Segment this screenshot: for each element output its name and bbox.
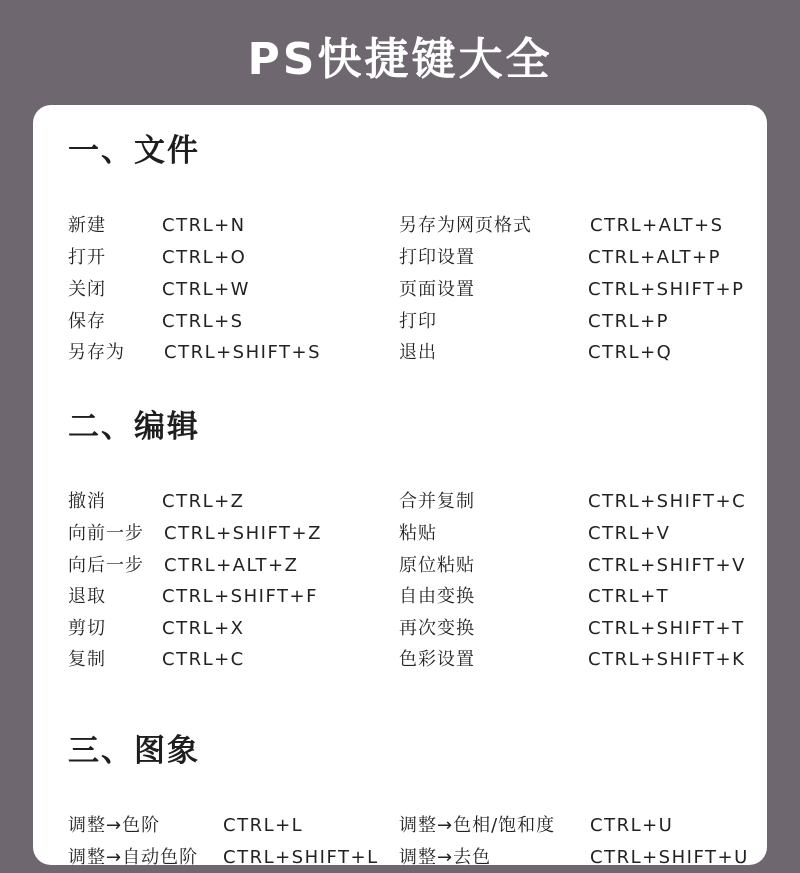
command-name: 新建 bbox=[68, 215, 106, 236]
command-name: 关闭 bbox=[68, 279, 106, 300]
shortcut-row bbox=[68, 338, 768, 368]
shortcut-key: CTRL+SHIFT+Z bbox=[164, 523, 322, 544]
command-name: 粘贴 bbox=[399, 523, 437, 544]
shortcut-row bbox=[68, 551, 768, 581]
section-heading: 一、文件 bbox=[68, 133, 200, 169]
shortcut-key: CTRL+SHIFT+T bbox=[588, 618, 745, 639]
shortcut-row bbox=[68, 275, 768, 305]
shortcut-key: CTRL+N bbox=[162, 215, 246, 236]
shortcut-key: CTRL+T bbox=[588, 586, 670, 607]
command-name: 剪切 bbox=[68, 618, 106, 639]
shortcut-key: CTRL+ALT+P bbox=[588, 247, 721, 268]
shortcut-row bbox=[68, 843, 768, 873]
shortcut-row bbox=[68, 582, 768, 612]
command-name: 原位粘贴 bbox=[399, 555, 475, 576]
command-name: 调整→去色 bbox=[399, 847, 492, 868]
shortcut-key: CTRL+SHIFT+V bbox=[588, 555, 746, 576]
shortcut-key: CTRL+L bbox=[223, 815, 304, 836]
shortcut-row bbox=[68, 811, 768, 841]
shortcut-key: CTRL+V bbox=[588, 523, 671, 544]
command-name: 色彩设置 bbox=[399, 649, 475, 670]
shortcut-row bbox=[68, 519, 768, 549]
command-name: 退取 bbox=[68, 586, 106, 607]
page-title: PS快捷键大全 bbox=[247, 34, 553, 85]
section-heading: 三、图象 bbox=[68, 733, 200, 769]
shortcut-key: CTRL+SHIFT+C bbox=[588, 491, 747, 512]
shortcut-key: CTRL+ALT+Z bbox=[164, 555, 299, 576]
shortcut-key: CTRL+Q bbox=[588, 342, 673, 363]
command-name: 撤消 bbox=[68, 491, 106, 512]
shortcut-key: CTRL+Z bbox=[162, 491, 245, 512]
command-name: 另存为网页格式 bbox=[399, 215, 532, 236]
shortcut-key: CTRL+SHIFT+S bbox=[164, 342, 321, 363]
shortcut-row bbox=[68, 645, 768, 675]
shortcut-key: CTRL+P bbox=[588, 311, 670, 332]
command-name: 调整→自动色阶 bbox=[68, 847, 199, 868]
shortcut-key: CTRL+W bbox=[162, 279, 250, 300]
command-name: 调整→色阶 bbox=[68, 815, 161, 836]
command-name: 另存为 bbox=[68, 342, 125, 363]
shortcut-key: CTRL+X bbox=[162, 618, 245, 639]
command-name: 保存 bbox=[68, 311, 106, 332]
shortcut-row bbox=[68, 614, 768, 644]
shortcut-key: CTRL+SHIFT+K bbox=[588, 649, 746, 670]
section-edit bbox=[68, 407, 768, 670]
command-name: 复制 bbox=[68, 649, 106, 670]
command-name: 打开 bbox=[68, 247, 106, 268]
section-heading: 二、编辑 bbox=[68, 409, 200, 445]
command-name: 页面设置 bbox=[399, 279, 475, 300]
command-name: 自由变换 bbox=[399, 586, 475, 607]
shortcut-key: CTRL+ALT+S bbox=[590, 215, 724, 236]
shortcut-key: CTRL+SHIFT+L bbox=[223, 847, 379, 868]
section-file bbox=[68, 131, 768, 363]
shortcut-key: CTRL+SHIFT+F bbox=[162, 586, 318, 607]
shortcut-key: CTRL+SHIFT+U bbox=[590, 847, 749, 868]
shortcut-row bbox=[68, 243, 768, 273]
section-image bbox=[68, 731, 768, 868]
shortcut-key: CTRL+O bbox=[162, 247, 247, 268]
command-name: 退出 bbox=[399, 342, 437, 363]
command-name: 再次变换 bbox=[399, 618, 475, 639]
command-name: 向前一步 bbox=[68, 523, 144, 544]
shortcut-key: CTRL+S bbox=[162, 311, 244, 332]
shortcut-row bbox=[68, 487, 768, 517]
command-name: 向后一步 bbox=[68, 555, 144, 576]
command-name: 打印 bbox=[399, 311, 437, 332]
shortcut-key: CTRL+SHIFT+P bbox=[588, 279, 745, 300]
command-name: 打印设置 bbox=[399, 247, 475, 268]
shortcut-key: CTRL+C bbox=[162, 649, 245, 670]
shortcut-card bbox=[33, 105, 767, 868]
command-name: 合并复制 bbox=[399, 491, 475, 512]
shortcut-row bbox=[68, 211, 768, 241]
command-name: 调整→色相/饱和度 bbox=[399, 815, 556, 836]
shortcut-key: CTRL+U bbox=[590, 815, 674, 836]
shortcut-row bbox=[68, 307, 768, 337]
